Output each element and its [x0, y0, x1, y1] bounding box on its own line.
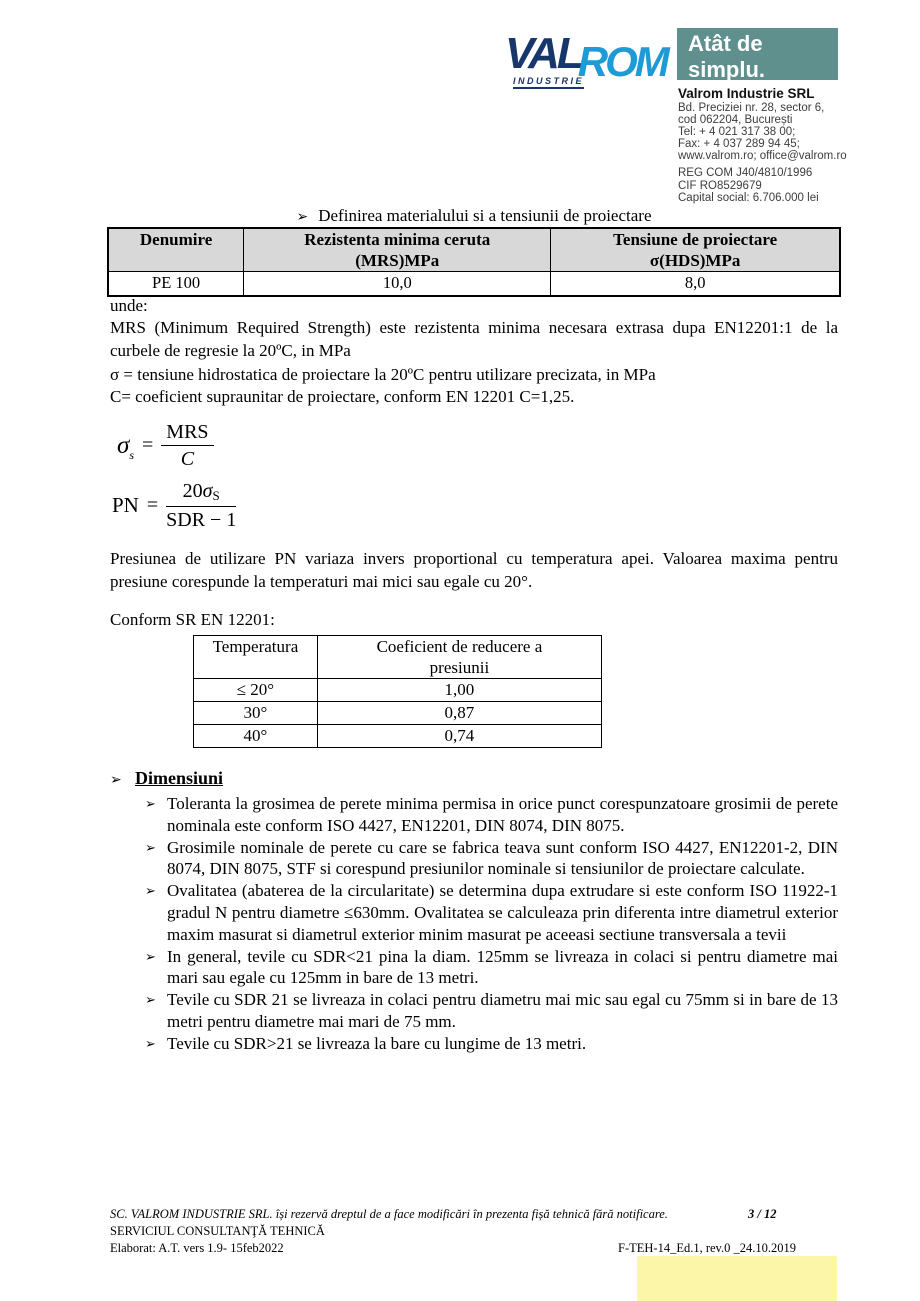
equals-sign: =	[142, 434, 154, 456]
company-web-email-line: www.valrom.ro; office@valrom.ro	[678, 150, 847, 163]
arrow-bullet-icon: ➢	[145, 796, 156, 811]
tagline-text: Atât de simplu.	[688, 31, 766, 82]
logo-rom-text: ROM	[577, 38, 667, 85]
dimensions-title-row	[110, 768, 838, 789]
material-table	[107, 227, 841, 297]
fraction-numerator: MRS	[161, 420, 213, 446]
header-cell-temperatura: Temperatura	[194, 636, 318, 679]
company-address-line: Bd. Preciziei nr. 28, sector 6,	[678, 102, 825, 114]
arrow-bullet-icon: ➢	[296, 210, 309, 225]
formula-sigma-s	[117, 420, 214, 471]
arrow-bullet-icon: ➢	[145, 839, 156, 855]
arrow-bullet-icon: ➢	[145, 883, 156, 899]
valrom-logo	[505, 29, 675, 92]
yellow-highlight-box	[637, 1256, 837, 1301]
sigma-definition: σ = tensiune hidrostatica de proiectare la 20ºC pentru utilizare precizata, in MPa	[110, 365, 656, 384]
mrs-definition: MRS (Minimum Required Strength) este rezistenta minima necesara extrasa dupa EN12201:1 de la curbele de regresie la 20ºC, in MPa	[110, 318, 838, 360]
conform-label: Conform SR EN 12201:	[110, 610, 275, 629]
list-item	[110, 1033, 838, 1055]
arrow-bullet-icon: ➢	[110, 773, 122, 788]
registry-line: CIF RO8529679	[678, 179, 762, 192]
bullet-text: Tevile cu SDR>21 se livreaza la bare cu lungime de 13 metri.	[167, 1033, 587, 1053]
dimensions-section	[110, 768, 838, 1055]
arrow-bullet-icon: ➢	[145, 948, 156, 964]
company-registry	[678, 167, 908, 203]
bullet-text: In general, tevile cu SDR<21 pina la diam. 125mm se livreaza in colaci si pentru diametre mai mari sau egale cu 125mm in bare de 13 metri.	[167, 946, 838, 988]
footer-disclaimer: SC. VALROM INDUSTRIE SRL. își rezervă dreptul de a face modificări în prezenta fișă tehnică fără notificare.	[110, 1207, 668, 1221]
header-cell-hds: Tensiune de proiectare σ(HDS)MPa	[551, 228, 840, 272]
list-item	[110, 989, 838, 1033]
tagline-banner	[677, 28, 838, 80]
logo-industrie-text: INDUSTRIE	[513, 76, 584, 89]
arrow-bullet-icon: ➢	[145, 1035, 156, 1051]
cell-coef: 0,87	[317, 702, 601, 725]
table-row	[194, 702, 602, 725]
registry-line: Capital social: 6.706.000 lei	[678, 191, 819, 204]
temperature-table	[193, 635, 602, 748]
footer-elaborat-row	[110, 1240, 838, 1257]
pressure-paragraph: Presiunea de utilizare PN variaza invers proportional cu temperatura apei. Valoarea maxima pentru presiune corespunde la temperaturi mai mici sau egale cu 20°.	[110, 549, 838, 591]
arrow-bullet-icon: ➢	[145, 992, 156, 1008]
bullet-text: Ovalitatea (abaterea de la circularitate) se determina dupa extrudare si este conform ISO 11922-1 gradul N pentru diametre ≤630mm. Ovalitatea se calculeaza prin diferenta intre diametrul exterior maxim masurat si diametrul exterior minim masurat pe aceeasi sectiune transversala a tevii	[167, 881, 838, 944]
list-item	[110, 880, 838, 945]
footer-doc-code: F-TEH-14_Ed.1, rev.0 _24.10.2019	[618, 1241, 796, 1255]
cell-material-name: PE 100	[108, 272, 244, 296]
header-cell-denumire: Denumire	[108, 228, 244, 272]
definitions-block	[110, 295, 838, 408]
bullet-text: Grosimile nominale de perete cu care se fabrica teava sunt conform ISO 4427, EN12201-2, DIN 8074, DIN 8075, STF si corespund presiunilor nominale si tensiunilor de proiectare calculate.	[167, 837, 838, 879]
dimensions-title: Dimensiuni	[135, 768, 224, 788]
page-footer	[110, 1206, 838, 1257]
table-header-row	[194, 636, 602, 679]
list-item	[110, 946, 838, 990]
table-header-row	[108, 228, 840, 272]
formula-lhs: PN	[112, 493, 139, 517]
company-fax-line: Fax: + 4 037 289 94 45;	[678, 138, 800, 151]
table-row	[194, 725, 602, 748]
footer-elaborat: Elaborat: A.T. vers 1.9- 15feb2022	[110, 1241, 284, 1255]
material-section-title-text: Definirea materialului si a tensiunii de proiectare	[318, 206, 652, 225]
list-item	[110, 837, 838, 881]
header-cell-mrs: Rezistenta minima ceruta (MRS)MPa	[244, 228, 551, 272]
table-row	[194, 679, 602, 702]
company-address-line: cod 062204, București	[678, 114, 793, 127]
cell-mrs-value: 10,0	[244, 272, 551, 296]
c-definition: C= coeficient supraunitar de proiectare, conform EN 12201 C=1,25.	[110, 387, 575, 406]
fraction	[161, 420, 213, 471]
unde-label: unde:	[110, 296, 148, 315]
formula-pn	[112, 479, 236, 532]
bullet-text: Toleranta la grosimea de perete minima permisa in orice punct corespunzatoare grosimii de perete nominala este conform ISO 4427, EN12201, DIN 8074, DIN 8075.	[167, 794, 838, 835]
fraction-denominator: C	[180, 448, 195, 470]
cell-temp: 30°	[194, 702, 318, 725]
company-info	[678, 87, 908, 204]
fraction	[166, 479, 236, 532]
footer-department: SERVICIUL CONSULTANŢĂ TEHNICĂ	[110, 1224, 325, 1238]
fraction-denominator: SDR − 1	[166, 509, 237, 531]
list-item	[110, 793, 838, 837]
logo-val-text: VAL	[505, 29, 581, 78]
formula-lhs: $\sigma_s$	[117, 431, 135, 462]
company-phone-line: Tel: + 4 021 317 38 00;	[678, 126, 796, 139]
company-name: Valrom Industrie SRL	[678, 86, 815, 101]
cell-temp: 40°	[194, 725, 318, 748]
material-section-title	[110, 206, 838, 226]
header-cell-coeficient: Coeficient de reducere a presiunii	[317, 636, 601, 679]
cell-coef: 0,74	[317, 725, 601, 748]
table-row	[108, 272, 840, 296]
bullet-text: Tevile cu SDR 21 se livreaza in colaci pentru diametru mai mic sau egal cu 75mm si in bare de 13 metri pentru diametre mai mari de 75 mm.	[167, 990, 838, 1031]
page-number: 3 / 12	[748, 1207, 777, 1221]
cell-hds-value: 8,0	[551, 272, 840, 296]
cell-temp: ≤ 20°	[194, 679, 318, 702]
footer-disclaimer-row	[110, 1206, 838, 1223]
equals-sign: =	[146, 494, 159, 516]
registry-line: REG COM J40/4810/1996	[678, 167, 813, 180]
fraction-numerator: 20σS	[166, 479, 236, 507]
cell-coef: 1,00	[317, 679, 601, 702]
